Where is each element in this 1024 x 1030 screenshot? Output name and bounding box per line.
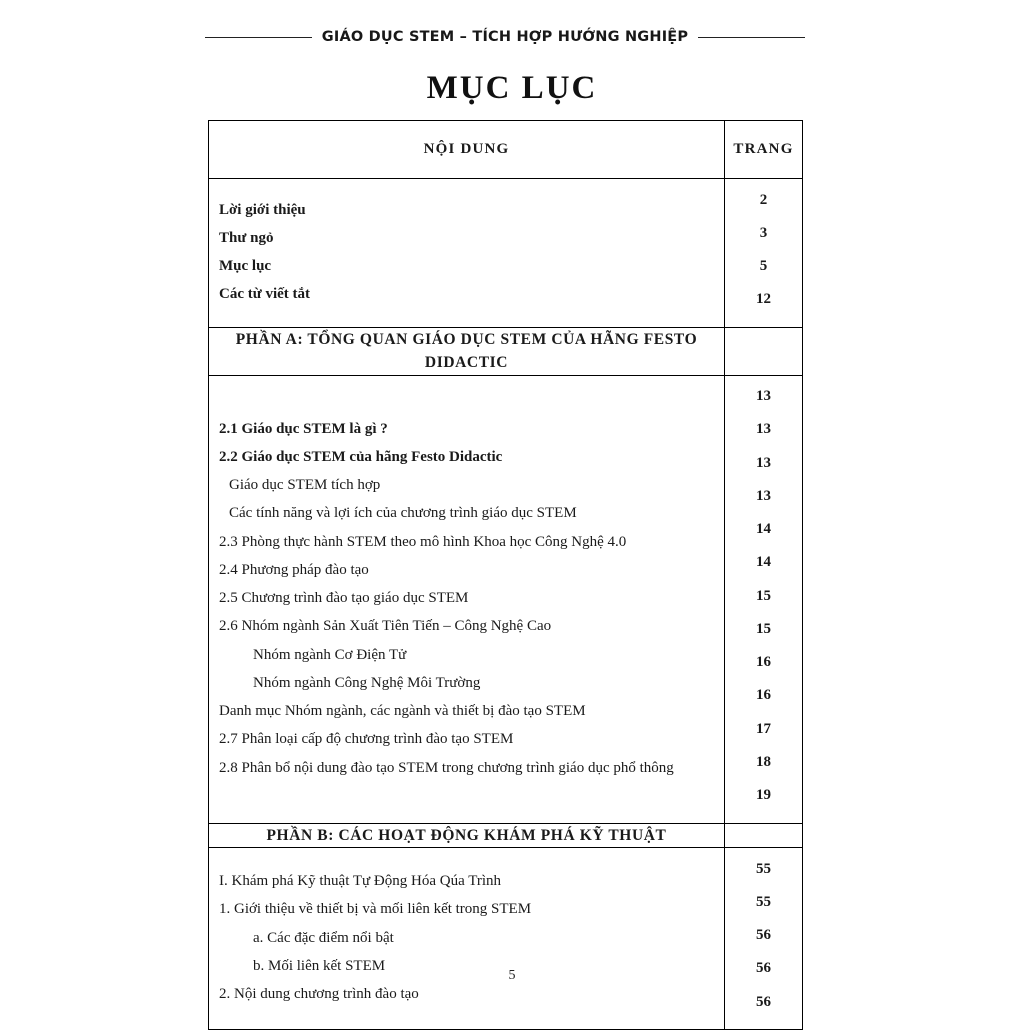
toc-entry-page: 18 — [756, 753, 771, 770]
toc-entry[interactable] — [209, 443, 724, 471]
toc-header-row — [209, 121, 803, 179]
toc-entry-label: Nhóm ngành Cơ Điện Tử — [253, 646, 407, 663]
toc-entry-label: Nhóm ngành Công Nghệ Môi Trường — [253, 674, 481, 691]
toc-group-entries — [209, 179, 725, 328]
toc-entry[interactable] — [209, 500, 724, 528]
toc-entry-label: 2.5 Chương trình đào tạo giáo dục STEM — [219, 590, 469, 606]
toc-entry-page: 55 — [756, 893, 771, 910]
toc-entry[interactable] — [209, 981, 724, 1009]
column-header-page: TRANG — [725, 121, 803, 179]
toc-entry[interactable] — [209, 754, 724, 782]
toc-entry-page: 56 — [756, 993, 771, 1010]
toc-entry[interactable] — [209, 281, 724, 309]
toc-entry[interactable] — [209, 726, 724, 754]
toc-entry-label: 2.3 Phòng thực hành STEM theo mô hình Khoa học Công Nghệ 4.0 — [219, 533, 627, 550]
toc-entry-page: 13 — [756, 388, 771, 404]
toc-entry-label: b. Mối liên kết STEM — [253, 957, 386, 974]
toc-section-label: PHẦN A: TỔNG QUAN GIÁO DỤC STEM CỦA HÃNG FESTO DIDACTIC — [209, 328, 725, 376]
toc-entry-label: 2.6 Nhóm ngành Sản Xuất Tiên Tiến – Công Nghệ Cao — [219, 618, 552, 635]
toc-entry-label: Danh mục Nhóm ngành, các ngành và thiết bị đào tạo STEM — [219, 703, 586, 719]
toc-group — [209, 375, 803, 823]
toc-group — [209, 179, 803, 328]
table-of-contents — [208, 120, 802, 1030]
toc-group — [209, 848, 803, 1030]
toc-entry-page: 12 — [756, 291, 771, 308]
toc-entry[interactable] — [209, 585, 724, 613]
toc-entry[interactable] — [209, 698, 724, 726]
toc-entry-label: I. Khám phá Kỹ thuật Tự Động Hóa Qúa Trình — [219, 873, 501, 889]
toc-entry-label: Lời giới thiệu — [219, 201, 306, 218]
toc-entry-label: 2.4 Phương pháp đào tạo — [219, 561, 369, 578]
toc-entry-label: 1. Giới thiệu về thiết bị và mối liên kết trong STEM — [219, 901, 532, 918]
toc-entry-label: 2.7 Phân loại cấp độ chương trình đào tạo STEM — [219, 731, 514, 748]
toc-section-label: PHẦN B: CÁC HOẠT ĐỘNG KHÁM PHÁ KỸ THUẬT — [209, 823, 725, 847]
page-folio: 5 — [508, 968, 516, 983]
toc-entry-label: 2.2 Giáo dục STEM của hãng Festo Didactic — [219, 448, 503, 465]
toc-entry-page: 3 — [759, 224, 768, 241]
toc-entry-page: 16 — [756, 687, 771, 704]
page-title: MỤC LỤC — [426, 70, 598, 106]
toc-entry-label: 2. Nội dung chương trình đào tạo — [219, 986, 419, 1002]
toc-entry-label: Giáo dục STEM tích hợp — [229, 477, 381, 493]
toc-entry[interactable] — [209, 196, 724, 224]
toc-entry-page: 15 — [756, 620, 771, 637]
toc-entry[interactable] — [209, 556, 724, 584]
toc-section-page — [725, 328, 803, 376]
toc-entry-label: a. Các đặc điểm nổi bật — [253, 929, 394, 946]
toc-entry-page: 17 — [756, 720, 771, 737]
toc-entry-page: 16 — [756, 654, 771, 670]
toc-entry-page: 13 — [756, 421, 771, 438]
toc-entry-label: Mục lục — [219, 258, 272, 274]
toc-entry[interactable] — [209, 415, 724, 443]
toc-entry-page: 55 — [756, 860, 771, 877]
toc-section-row — [209, 328, 803, 376]
toc-entry-page: 5 — [759, 258, 768, 274]
toc-entry-label: Các từ viết tắt — [219, 286, 311, 303]
toc-entry-page: 19 — [756, 787, 771, 803]
toc-entry[interactable] — [209, 472, 724, 500]
toc-entry-label: 2.8 Phân bổ nội dung đào tạo STEM trong chương trình giáo dục phổ thông — [219, 759, 674, 776]
toc-group-pages — [725, 848, 803, 1030]
toc-section-page — [725, 823, 803, 847]
toc-entry-page: 2 — [759, 191, 768, 208]
toc-entry-page: 13 — [756, 454, 771, 471]
toc-entry[interactable] — [209, 253, 724, 281]
toc-entry-page: 56 — [756, 960, 771, 977]
toc-entry[interactable] — [209, 924, 724, 952]
toc-entry-label: 2.1 Giáo dục STEM là gì ? — [219, 420, 388, 437]
running-header-text: GIÁO DỤC STEM – TÍCH HỢP HƯỚNG NGHIỆP — [312, 29, 699, 45]
column-header-content: NỘI DUNG — [209, 121, 725, 179]
toc-entry-label: Thư ngỏ — [219, 229, 274, 246]
toc-entry[interactable] — [209, 896, 724, 924]
toc-entry-page: 13 — [756, 487, 771, 504]
toc-table — [208, 120, 803, 1030]
toc-entry-page: 14 — [756, 554, 771, 571]
toc-entry-page: 56 — [756, 927, 771, 943]
toc-entry[interactable] — [209, 641, 724, 669]
toc-group-entries — [209, 848, 725, 1030]
toc-group-entries — [209, 375, 725, 823]
toc-entry-label: Các tính năng và lợi ích của chương trình giáo dục STEM — [229, 505, 577, 522]
toc-group-pages — [725, 375, 803, 823]
toc-group-pages — [725, 179, 803, 328]
toc-entry[interactable] — [209, 613, 724, 641]
toc-entry-page: 14 — [756, 521, 771, 537]
toc-entry[interactable] — [209, 224, 724, 252]
toc-section-row — [209, 823, 803, 847]
toc-entry[interactable] — [209, 669, 724, 697]
toc-entry-page: 15 — [756, 587, 771, 604]
toc-entry[interactable] — [209, 528, 724, 556]
toc-entry[interactable] — [209, 868, 724, 896]
